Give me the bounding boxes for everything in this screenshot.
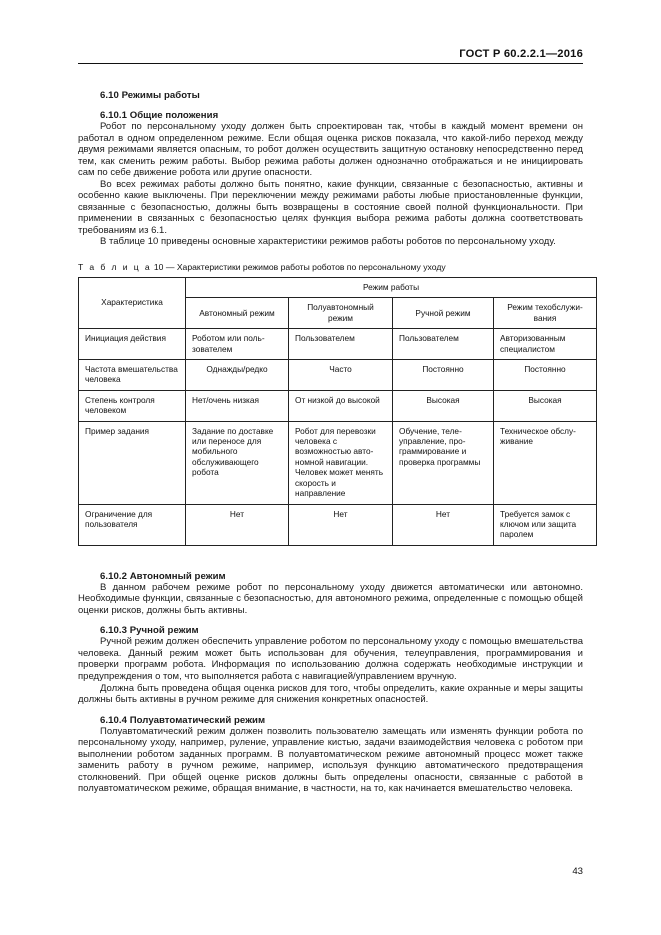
cell-autonomous: Задание по доставке или переносе для мобильного обслуживающего робота (186, 421, 289, 504)
document-header-standard-number: ГОСТ Р 60.2.2.1—2016 (78, 48, 583, 64)
table-row (79, 329, 597, 360)
cell-manual: Нет (393, 504, 494, 545)
cell-autonomous: Нет (186, 504, 289, 545)
table-10-modes-characteristics (78, 277, 597, 546)
row-characteristic: Степень контроля человеком (79, 390, 186, 421)
paragraph-6-10-1-2: Во всех режимах работы должно быть понятно, какие функции, связанные с безопасностью, активны и особенно какие выключены. При переключении между режимами работы любые приостановленные функции, связанные с безопасностью, должны быть возвращены в состояние своей полной функциональности. При применении в связанных с безопасностью целях функция выбора режима работы должна соответствовать требованиям из 6.1. (78, 178, 583, 236)
cell-autonomous: Нет/очень низкая (186, 390, 289, 421)
table-row (79, 390, 597, 421)
cell-maintenance: Высокая (494, 390, 597, 421)
cell-semi-autonomous: Часто (289, 360, 393, 391)
table-body (79, 329, 597, 546)
table-row (79, 421, 597, 504)
table-caption-number: 10 (153, 262, 164, 273)
cell-maintenance: Авторизованным специалистом (494, 329, 597, 360)
table-caption-text: Характеристики режимов работы роботов по персональному уходу (176, 262, 446, 273)
paragraph-6-10-3-2: Должна быть проведена общая оценка рисков для того, чтобы определить, какие охранные и меры защиты должны быть активны в ручном режиме для снижения конкретных опасностей. (78, 682, 583, 706)
table-caption-label: Т а б л и ц а (78, 262, 152, 273)
row-characteristic: Ограничение для пользователя (79, 504, 186, 545)
paragraph-6-10-1-3: В таблице 10 приведены основные характеристики режимов работы роботов по персональному уходу. (100, 236, 556, 248)
cell-semi-autonomous: От низкой до высокой (289, 390, 393, 421)
cell-manual: Высокая (393, 390, 494, 421)
cell-maintenance: Требуется замок с ключом или защита паролем (494, 504, 597, 545)
table-bottom-spacer (78, 546, 583, 562)
cell-manual: Пользователем (393, 329, 494, 360)
row-characteristic: Частота вмешательства человека (79, 360, 186, 391)
table-header-row-group (79, 278, 597, 298)
cell-maintenance: Техническое обслуживание (494, 421, 597, 504)
heading-6-10-4: 6.10.4 Полуавтоматический режим (100, 714, 266, 726)
row-characteristic: Инициация действия (79, 329, 186, 360)
header-mode-maintenance: Режим техобслуживания (494, 298, 597, 329)
heading-6-10-2: 6.10.2 Автономный режим (100, 570, 226, 582)
cell-semi-autonomous: Робот для перевозки человека с возможностью автономной навигации. Человек может менять скорость и направление (289, 421, 393, 504)
heading-6-10-1: 6.10.1 Общие положения (100, 110, 219, 121)
page-content (78, 48, 583, 795)
cell-semi-autonomous: Нет (289, 504, 393, 545)
paragraph-6-10-2-1: В данном рабочем режиме робот по персональному уходу движется автоматически или автономно. Необходимые функции, связанные с безопасностью, для автономного режима, определенные с помощью общей оценки рисков, должны быть активны. (78, 581, 583, 616)
header-mode-manual: Ручной режим (393, 298, 494, 329)
paragraph-6-10-3-1: Ручной режим должен обеспечить управление роботом по персональному уходу с помощью вмешательства человека. Данный режим может быть использован для обучения, телеуправления, программирования и проверки программ робота. Информация по использованию должна содержать необходимые инструкции и предупреждения о том, что выполняется работа с навигацией/управлением вручную. (78, 636, 583, 683)
cell-manual: Постоянно (393, 360, 494, 391)
header-mode-autonomous: Автономный режим (186, 298, 289, 329)
header-characteristic: Характеристика (79, 278, 186, 329)
table-10-caption (78, 262, 583, 272)
cell-autonomous: Роботом или пользователем (186, 329, 289, 360)
table-header (79, 278, 597, 329)
heading-6-10-3: 6.10.3 Ручной режим (100, 625, 199, 637)
heading-6-10: 6.10 Режимы работы (100, 90, 200, 101)
header-mode-semi-autonomous: Полуавтономный режим (289, 298, 393, 329)
paragraph-6-10-4-1: Полуавтоматический режим должен позволить пользователю замещать или изменять функции робота по персональному уходу, например, руление, управление кистью, задачи взаимодействия человека с роботом при выполнении роботом заданных программ. В полуавтоматическом режиме автономный процесс может также заменить работу в ручном режиме, например, используя функцию автоматического предотвращения столкновений. При общей оценке рисков должны быть определены опасности, связанные с работой в полуавтоматическом режиме, обращая внимание, в частности, на то, как начинается вмешательство человека. (78, 725, 583, 795)
table-row (79, 360, 597, 391)
table-caption-dash: — (165, 262, 175, 273)
page-number: 43 (572, 866, 583, 877)
cell-manual: Обучение, телеуправление, программирование и проверка программы (393, 421, 494, 504)
paragraph-6-10-1-1: Робот по персональному уходу должен быть спроектирован так, чтобы в каждый момент времени он работал в одном определенном режиме. Если общая оценка рисков показала, что какой-либо переход между двумя режимами является опасным, то робот должен осуществить защитную остановку непосредственно перед тем, как сменить режим работы. Выбор режима работы должен однозначно отображаться и не инициировать сам по себе движение робота или другие опасности. (78, 121, 583, 179)
cell-semi-autonomous: Пользователем (289, 329, 393, 360)
cell-maintenance: Постоянно (494, 360, 597, 391)
table-row (79, 504, 597, 545)
row-characteristic: Пример задания (79, 421, 186, 504)
header-modes-group: Режим работы (186, 278, 597, 298)
cell-autonomous: Однажды/редко (186, 360, 289, 391)
